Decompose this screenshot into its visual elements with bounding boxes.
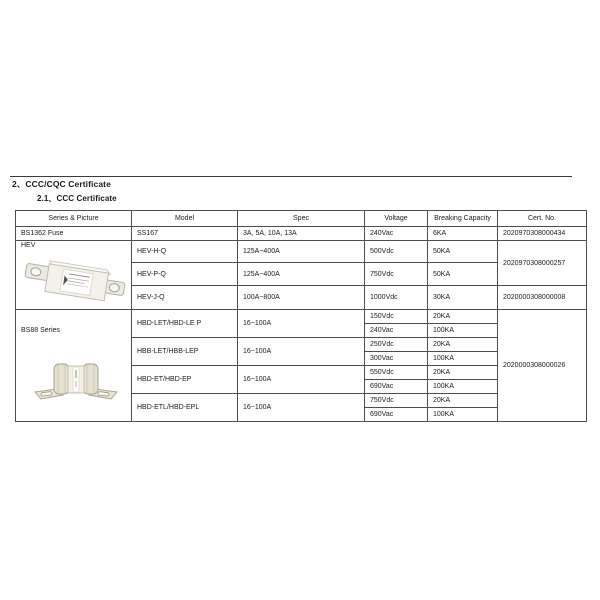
- cell-breaking-hbd-etl-1: 20KA: [428, 394, 498, 408]
- table-row-bs1362: [16, 227, 587, 241]
- certificate-table-container: [15, 210, 587, 422]
- cell-voltage-hbd-etl-1: 750Vdc: [365, 394, 428, 408]
- cell-breaking-hbb-let-2: 100KA: [428, 352, 498, 366]
- cell-spec-hbb-let: 16~100A: [238, 338, 365, 366]
- cell-spec-hbd-et: 16~100A: [238, 366, 365, 394]
- cell-spec-hev-j-q: 100A~800A: [238, 286, 365, 310]
- cell-series-bs1362: BS1362 Fuse: [16, 227, 132, 241]
- table-header-row: [16, 211, 587, 227]
- cell-breaking-hbd-etl-2: 100KA: [428, 408, 498, 422]
- cell-model-hbb-let: HBB-LET/HBB-LEP: [132, 338, 238, 366]
- certificate-table: [15, 210, 587, 422]
- col-header-breaking-capacity: Breaking Capacity: [428, 211, 498, 227]
- cell-spec-hbd-let: 16~100A: [238, 310, 365, 338]
- cell-series-hev: [16, 241, 132, 310]
- cell-voltage-hbd-etl-2: 690Vac: [365, 408, 428, 422]
- bs88-fuse-photo: [32, 354, 120, 404]
- cell-model-hev-j-q: HEV-J-Q: [132, 286, 238, 310]
- cell-model-hbd-etl: HBD-ETL/HBD-EPL: [132, 394, 238, 422]
- col-header-model: Model: [132, 211, 238, 227]
- section-title: 2、CCC/CQC Certificate: [12, 179, 111, 189]
- cell-voltage-hbd-et-2: 690Vac: [365, 380, 428, 394]
- cell-series-bs88: [16, 310, 132, 422]
- cell-cert-hev-j: 2020000308000008: [498, 286, 587, 310]
- cell-breaking-hbb-let-1: 20KA: [428, 338, 498, 352]
- hev-series-label: HEV: [21, 241, 36, 249]
- cell-voltage-hev-p-q: 750Vdc: [365, 263, 428, 286]
- cell-breaking-hbd-let-1: 20KA: [428, 310, 498, 324]
- cell-spec-hbd-etl: 16~100A: [238, 394, 365, 422]
- cell-model-ss167: SS167: [132, 227, 238, 241]
- col-header-series-picture: Series & Picture: [16, 211, 132, 227]
- cell-model-hev-h-q: HEV-H-Q: [132, 241, 238, 263]
- cell-voltage-hbb-let-1: 250Vdc: [365, 338, 428, 352]
- cell-voltage-hev-h-q: 500Vdc: [365, 241, 428, 263]
- bs88-series-label: BS88 Series: [21, 327, 60, 334]
- cell-breaking-hev-h-q: 50KA: [428, 241, 498, 263]
- cell-cert-hev-h-p: 2020970308000257: [498, 241, 587, 286]
- cell-voltage-hbb-let-2: 300Vac: [365, 352, 428, 366]
- cell-model-hbd-et: HBD-ET/HBD-EP: [132, 366, 238, 394]
- hev-fuse-photo: [23, 251, 127, 309]
- cell-breaking-ss167: 6KA: [428, 227, 498, 241]
- col-header-voltage: Voltage: [365, 211, 428, 227]
- cell-breaking-hev-j-q: 30KA: [428, 286, 498, 310]
- cell-spec-hev-p-q: 125A~400A: [238, 263, 365, 286]
- cell-voltage-hbd-let-1: 150Vdc: [365, 310, 428, 324]
- cell-breaking-hev-p-q: 50KA: [428, 263, 498, 286]
- table-row-hev-h-q: [16, 241, 587, 263]
- col-header-cert-no: Cert. No.: [498, 211, 587, 227]
- cell-model-hbd-let: HBD-LET/HBD-LE P: [132, 310, 238, 338]
- cell-voltage-hbd-let-2: 240Vac: [365, 324, 428, 338]
- cell-voltage-hev-j-q: 1000Vdc: [365, 286, 428, 310]
- cell-cert-bs88: 2020000308000026: [498, 310, 587, 422]
- subsection-title: 2.1、CCC Certificate: [37, 194, 117, 203]
- page-header-rule: [10, 176, 572, 177]
- cell-voltage-hbd-et-1: 550Vdc: [365, 366, 428, 380]
- cell-spec-hev-h-q: 125A~400A: [238, 241, 365, 263]
- table-row-bs88-1a: [16, 310, 587, 324]
- cell-cert-ss167: 2020970308000434: [498, 227, 587, 241]
- cell-breaking-hbd-et-2: 100KA: [428, 380, 498, 394]
- col-header-spec: Spec: [238, 211, 365, 227]
- cell-spec-ss167: 3A, 5A, 10A, 13A: [238, 227, 365, 241]
- cell-voltage-ss167: 240Vac: [365, 227, 428, 241]
- cell-breaking-hbd-let-2: 100KA: [428, 324, 498, 338]
- cell-model-hev-p-q: HEV-P-Q: [132, 263, 238, 286]
- cell-breaking-hbd-et-1: 20KA: [428, 366, 498, 380]
